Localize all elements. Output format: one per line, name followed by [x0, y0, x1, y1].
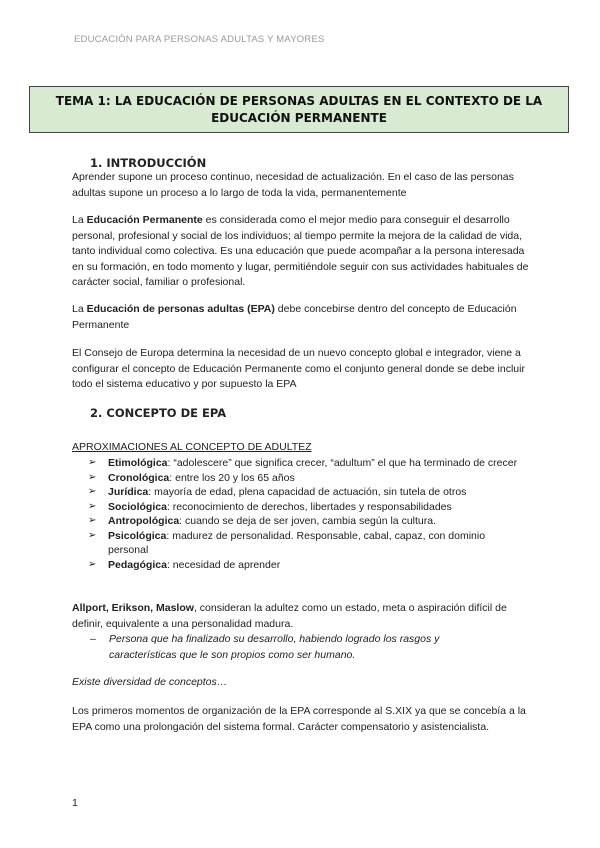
arrow-bullet-icon: ➢	[88, 457, 97, 468]
list-item	[88, 471, 518, 486]
history-paragraph: Los primeros momentos de organización de la EPA corresponde al S.XIX ya que se concebía a la EPA como una prolongación del sistema formal. Carácter compensatorio y asistencialista.	[72, 705, 526, 733]
page-title: TEMA 1: LA EDUCACIÓN DE PERSONAS ADULTAS EN EL CONTEXTO DE LA EDUCACIÓN PERMANENTE	[29, 86, 569, 133]
dash-bullet-icon: –	[90, 633, 96, 645]
document-header: EDUCACIÓN PARA PERSONAS ADULTAS Y MAYORES	[74, 34, 325, 45]
item-desc: : reconocimiento de derechos, libertades y responsabilidades	[166, 500, 452, 513]
item-desc: : entre los 20 y los 65 años	[169, 471, 295, 484]
section-heading-introduccion: 1. INTRODUCCIÓN	[90, 156, 207, 170]
item-desc: : madurez de personalidad. Responsable, cabal, capaz, con dominio personal	[108, 529, 486, 556]
arrow-bullet-icon: ➢	[88, 486, 97, 497]
arrow-bullet-icon: ➢	[88, 558, 97, 570]
intro-paragraph-3	[72, 302, 532, 333]
arrow-bullet-icon: ➢	[88, 500, 97, 512]
quote-item	[88, 631, 488, 663]
list-item	[88, 500, 518, 515]
list-item	[88, 529, 518, 558]
intro-paragraph-4: El Consejo de Europa determina la necesidad de un nuevo concepto global e integrador, viene a configurar el concepto de Educación Permanente como el conjunto general donde se debe incluir todo el sistema educativo y por supuesto la EPA	[72, 347, 525, 390]
list-item	[88, 514, 518, 529]
page-number: 1	[72, 797, 78, 809]
item-term: Etimológica	[108, 457, 168, 469]
diversity-note: Existe diversidad de conceptos…	[72, 676, 228, 688]
item-desc: : mayoría de edad, plena capacidad de actuación, sin tutela de otros	[148, 486, 467, 498]
arrow-bullet-icon: ➢	[88, 529, 97, 541]
text-span: debe concebirse dentro del concepto de Educación Permanente	[72, 303, 517, 331]
text-span: La	[72, 303, 87, 315]
item-desc: : “adolescere” que significa crecer, “adultum” el que ha terminado de crecer	[167, 457, 518, 469]
item-term: Psicológica	[108, 529, 167, 542]
list-item	[88, 485, 518, 500]
authors-names: Allport, Erikson, Maslow	[72, 602, 194, 614]
arrow-bullet-icon: ➢	[88, 471, 97, 483]
item-desc: : cuando se deja de ser joven, cambia según la cultura.	[179, 515, 436, 527]
arrow-bullet-icon: ➢	[88, 515, 97, 526]
text-span: La	[72, 214, 87, 226]
bold-term: Educación Permanente	[86, 214, 203, 226]
section-heading-concepto: 2. CONCEPTO DE EPA	[90, 406, 227, 420]
list-item	[88, 456, 518, 471]
subheading-adultez: APROXIMACIONES AL CONCEPTO DE ADULTEZ	[72, 441, 312, 453]
authors-paragraph	[72, 601, 532, 632]
adultez-list	[88, 456, 518, 572]
intro-paragraph-2	[72, 213, 532, 291]
item-term: Sociológica	[108, 500, 167, 513]
bold-term: Educación de personas adultas (EPA)	[86, 303, 275, 315]
item-term: Pedagógica	[108, 558, 167, 571]
intro-paragraph-1: Aprender supone un proceso continuo, necesidad de actualización. En el caso de las personas adultas supone un proceso a lo largo de toda la vida, permanentemente	[72, 171, 514, 199]
item-term: Cronológica	[108, 471, 170, 484]
text-span: es considerada como el mejor medio para conseguir el desarrollo personal, profesional y social de los individuos; al tiempo permite la mejora de la calidad de vida, tanto individual como colectiva. Es una educación que puede acompañar a la persona interesada en su formación, en todo momento y lugar, permitiéndole seguir con sus actividades habituales de carácter social, familiar o profesional.	[72, 214, 529, 288]
quote-text: Persona que ha finalizado su desarrollo, habiendo logrado los rasgos y características que le son propios como ser humano.	[109, 633, 440, 661]
item-desc: : necesidad de aprender	[166, 558, 281, 571]
item-term: Jurídica	[108, 486, 149, 498]
list-item	[88, 558, 518, 573]
text-span: , consideran la adultez como un estado, meta o aspiración difícil de definir, equivalente a una personalidad madura.	[72, 602, 507, 630]
item-term: Antropológica	[108, 515, 180, 527]
